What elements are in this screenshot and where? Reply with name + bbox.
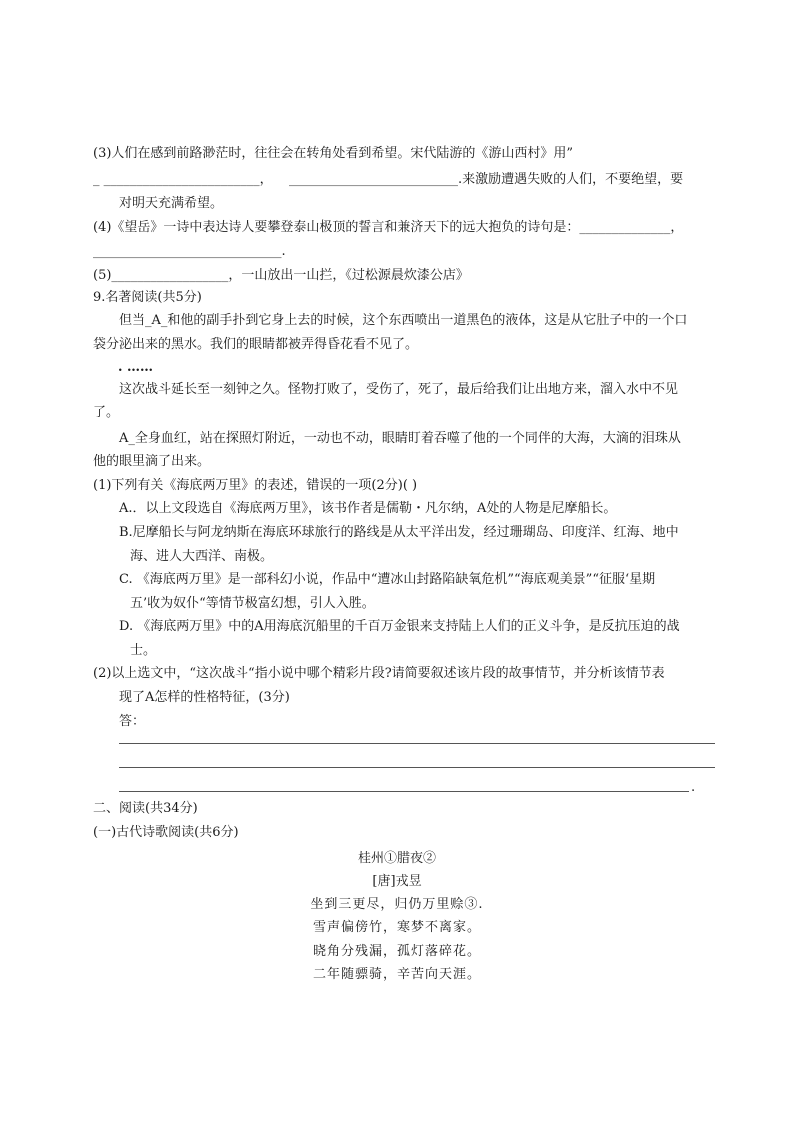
q8-item4-line2: _____________________________. [93, 244, 286, 259]
q9-sub2-line1: (2)以上选文中，“这次战斗“指小说中哪个精彩片段?请简要叙述该片段的故事情节，并分析该情节表 [93, 666, 665, 681]
q8-item3-line1: (3)人们在感到前路渺茫时，往往会在转角处看到希望。宋代陆游的《游山西村》用” [93, 146, 574, 161]
part2-subtitle: (一)古代诗歌阅读(共6分) [93, 825, 239, 840]
answer-label: 答： [119, 714, 146, 729]
poem-author: [唐]戎昱 [372, 874, 422, 889]
q9-passage2-line1: 这次战斗延长至一刻钟之久。怪物打败了，受伤了，死了，最后给我们让出地方来，溜入水中不见 [119, 382, 679, 397]
q9-passage3-line2: 他的眼里滴了出来。 [93, 454, 211, 469]
poem-line-1: 坐到三更尽，归仍万里赊③. [310, 897, 484, 912]
answer-line-2[interactable] [119, 767, 715, 768]
answer-line-3[interactable] [119, 791, 689, 792]
poem-line-2: 雪声偏傍竹，寒梦不离家。 [312, 920, 481, 935]
q8-item4-line1: (4)《望岳》一诗中表达诗人要攀登泰山极顶的誓言和兼济天下的远大抱负的诗句是：______________， [93, 220, 684, 235]
q9-passage3-line1: A_全身血红，站在探照灯附近，一动也不动，眼睛盯着吞噬了他的一个同伴的大海，大滴的泪珠从 [119, 431, 681, 446]
poem-line-3: 晓角分残漏，孤灯落碎花。 [312, 944, 481, 959]
q9-passage2-line2: 了。 [93, 405, 120, 420]
q9-option-c-line1: C. 《海底两万里》是一部科幻小说，作品中“遭冰山封路陷缺氧危机”“海底观美景”“征服‘星期 [119, 572, 656, 587]
q9-option-a: A.．以上文段选自《海底两万里》，该书作者是儒勒・凡尔纳，A处的人物是尼摩船长。 [119, 501, 617, 516]
q9-ellipsis: . …… [118, 360, 154, 375]
poem-line-4: 二年随骠骑，辛苦向天涯。 [312, 967, 481, 982]
q8-item3-line2: __________________________.来激励遭遇失败的人们，不要绝望，要 [289, 172, 684, 187]
answer-end-period: . [691, 780, 696, 795]
q9-option-c-line2: 五’收为奴仆“等情节极富幻想，引人入胜。 [130, 596, 375, 611]
q9-passage1-line2: 袋分泌出来的黑水。我们的眼睛都被弄得昏花看不见了。 [93, 337, 419, 352]
answer-line-1[interactable] [119, 743, 715, 744]
q9-sub1-stem: (1)下列有关《海底两万里》的表述，错误的一项(2分)( ) [93, 478, 418, 493]
q9-title: 9.名著阅读(共5分) [93, 290, 202, 305]
q8-item3-line3: 对明天充满希望。 [119, 196, 224, 211]
q9-option-b-line1: B.尼摩船长与阿龙纳斯在海底环球旅行的路线是从太平洋出发，经过珊瑚岛、印度洋、红海、地中 [119, 525, 679, 540]
q9-option-b-line2: 海、进人大西洋、南极。 [130, 549, 274, 564]
q8-item5: (5)__________________，一山放出一山拦，《过松源晨炊漆公店》 [93, 268, 469, 283]
q9-option-d-line2: 士。 [130, 643, 157, 658]
q9-option-d-line1: D. 《海底两万里》中的A用海底沉船里的千百万金银来支持陆上人们的正义斗争，是反抗压迫的战 [119, 619, 680, 634]
q9-passage1-line1: 但当_A_和他的副手扑到它身上去的时候，这个东西喷出一道黑色的液体，这是从它肚子中的一个口 [119, 313, 688, 328]
poem-title: 桂州①腊夜② [357, 851, 436, 866]
part2-title: 二、阅读(共34分) [93, 801, 198, 816]
q9-sub2-line2: 现了A怎样的性格特征，(3分) [119, 690, 290, 705]
q8-item3-blank1: _ ________________________， [93, 172, 273, 187]
